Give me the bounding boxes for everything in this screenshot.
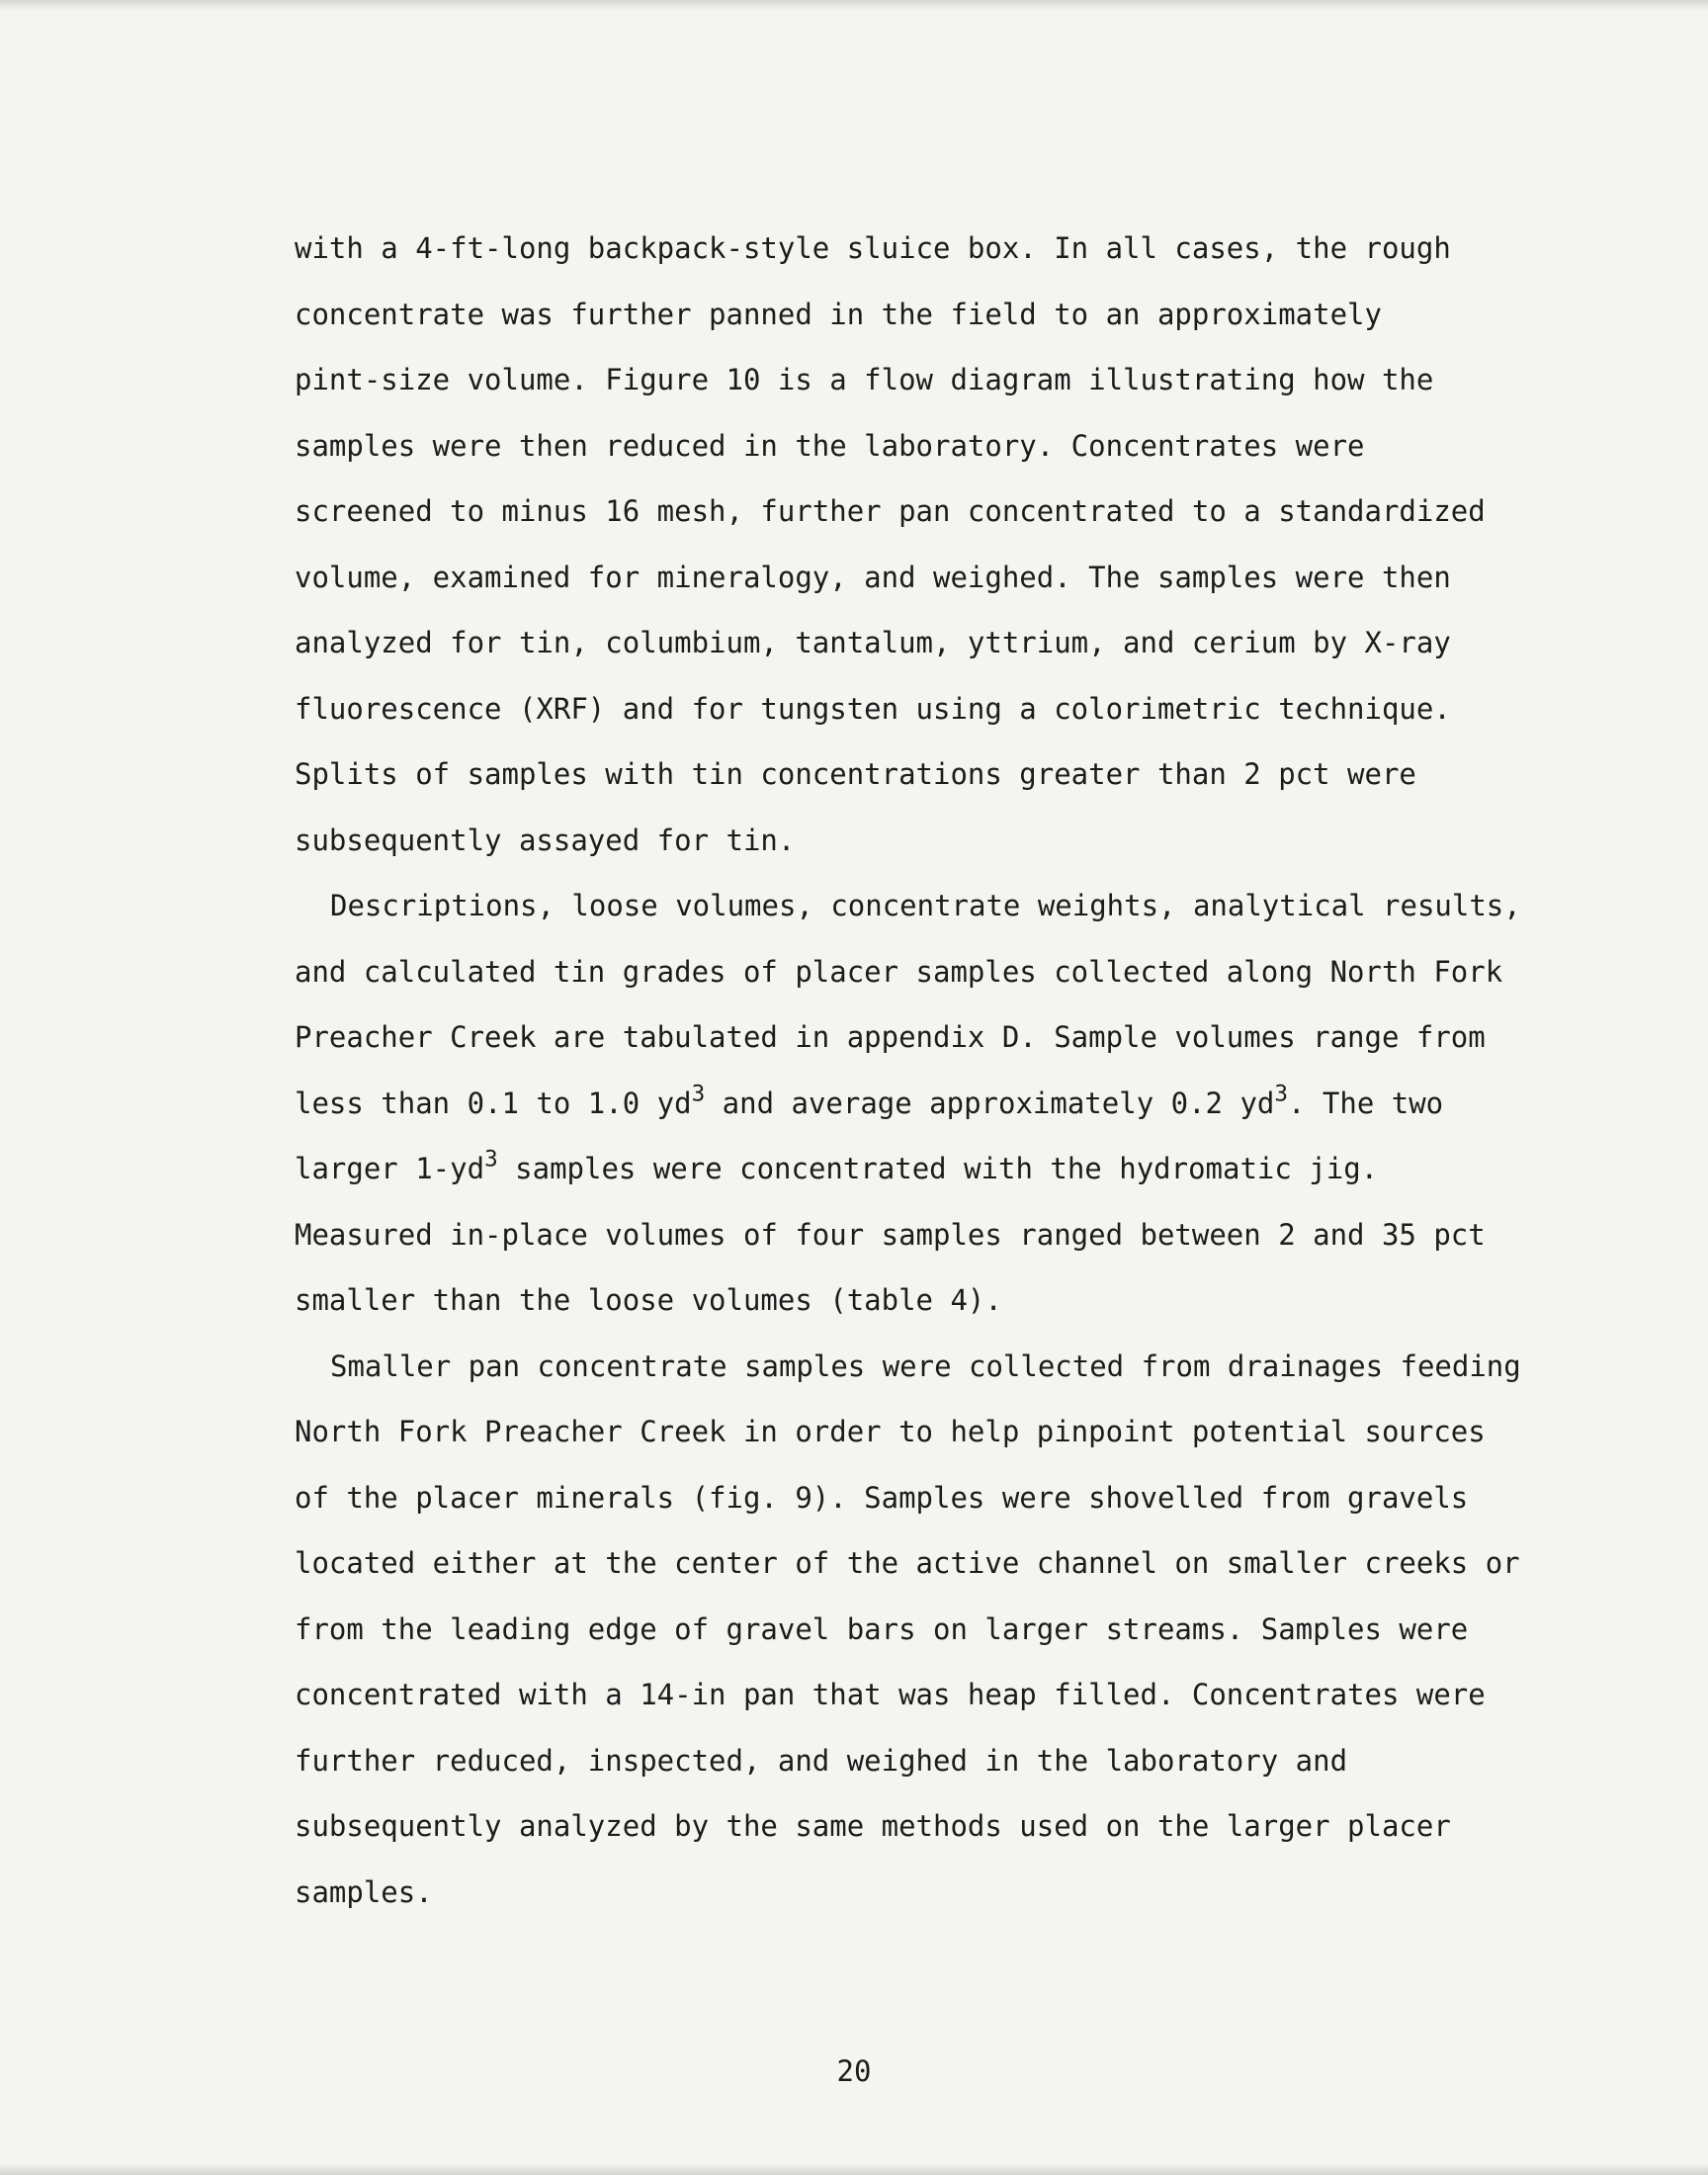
text-segment: and calculated tin grades of placer samples collected along North Fork bbox=[295, 954, 1503, 989]
text-segment: and average approximately 0.2 yd bbox=[705, 1086, 1275, 1120]
superscript: 3 bbox=[1274, 1081, 1288, 1107]
text-segment: samples were concentrated with the hydromatic jig. bbox=[497, 1152, 1379, 1185]
text-line bbox=[295, 478, 1540, 545]
text-line bbox=[295, 1334, 1540, 1400]
text-line bbox=[295, 1004, 1540, 1071]
text-line bbox=[295, 1662, 1540, 1728]
text-line bbox=[295, 1071, 1540, 1137]
text-line bbox=[295, 282, 1540, 348]
text-line bbox=[295, 1530, 1540, 1597]
text-segment: fluorescence (XRF) and for tungsten using a colorimetric technique. bbox=[295, 691, 1451, 726]
scan-edge-bottom bbox=[0, 2163, 1708, 2175]
text-segment: concentrate was further panned in the field to an approximately bbox=[295, 297, 1382, 331]
text-line bbox=[295, 1728, 1540, 1794]
text-line bbox=[295, 347, 1540, 413]
text-line bbox=[295, 216, 1540, 282]
text-line bbox=[295, 545, 1540, 611]
text-segment: samples were then reduced in the laboratory. Concentrates were bbox=[295, 428, 1365, 463]
text-line bbox=[295, 1136, 1540, 1202]
text-line bbox=[295, 808, 1540, 874]
text-segment: further reduced, inspected, and weighed in the laboratory and bbox=[295, 1743, 1348, 1778]
text-segment: samples. bbox=[295, 1874, 433, 1909]
text-line bbox=[295, 1597, 1540, 1663]
text-line bbox=[295, 676, 1540, 742]
page-number: 20 bbox=[836, 2054, 872, 2088]
text-segment: . The two bbox=[1288, 1086, 1444, 1120]
text-segment: Smaller pan concentrate samples were collected from drainages feeding bbox=[330, 1348, 1521, 1383]
text-line bbox=[295, 1399, 1540, 1465]
text-segment: from the leading edge of gravel bars on larger streams. Samples were bbox=[295, 1611, 1469, 1646]
text-line bbox=[295, 413, 1540, 479]
text-segment: volume, examined for mineralogy, and weighed. The samples were then bbox=[295, 560, 1451, 594]
text-segment: located either at the center of the active channel on smaller creeks or bbox=[295, 1546, 1520, 1580]
text-segment: analyzed for tin, columbium, tantalum, yttrium, and cerium by X-ray bbox=[295, 626, 1451, 659]
text-segment: less than 0.1 to 1.0 yd bbox=[295, 1086, 692, 1120]
superscript: 3 bbox=[484, 1146, 498, 1173]
text-line bbox=[295, 741, 1540, 808]
text-line bbox=[295, 1465, 1540, 1531]
text-segment: smaller than the loose volumes (table 4). bbox=[295, 1283, 1002, 1317]
text-segment: with a 4-ft-long backpack-style sluice box. In all cases, the rough bbox=[295, 231, 1451, 265]
text-segment: screened to minus 16 mesh, further pan concentrated to a standardized bbox=[295, 494, 1486, 528]
text-segment: subsequently assayed for tin. bbox=[295, 823, 796, 857]
text-segment: of the placer minerals (fig. 9). Samples were shovelled from gravels bbox=[295, 1480, 1469, 1515]
text-segment: Descriptions, loose volumes, concentrate weights, analytical results, bbox=[330, 889, 1521, 922]
body-text bbox=[295, 216, 1540, 1925]
text-segment: North Fork Preacher Creek in order to help pinpoint potential sources bbox=[295, 1415, 1486, 1448]
text-line bbox=[295, 1860, 1540, 1926]
scan-edge-top bbox=[0, 0, 1708, 10]
text-segment: Measured in-place volumes of four samples ranged between 2 and 35 pct bbox=[295, 1217, 1486, 1252]
text-line bbox=[295, 1793, 1540, 1860]
text-segment: concentrated with a 14-in pan that was heap filled. Concentrates were bbox=[295, 1678, 1486, 1711]
text-segment: larger 1-yd bbox=[295, 1152, 485, 1185]
text-segment: subsequently analyzed by the same methods used on the larger placer bbox=[295, 1809, 1451, 1843]
text-line bbox=[295, 1202, 1540, 1268]
text-line bbox=[295, 939, 1540, 1005]
text-segment: Splits of samples with tin concentrations greater than 2 pct were bbox=[295, 757, 1416, 791]
text-segment: pint-size volume. Figure 10 is a flow diagram illustrating how the bbox=[295, 363, 1434, 396]
text-line bbox=[295, 873, 1540, 939]
text-line bbox=[295, 1267, 1540, 1334]
text-line bbox=[295, 610, 1540, 676]
superscript: 3 bbox=[691, 1081, 706, 1107]
text-segment: Preacher Creek are tabulated in appendix D. Sample volumes range from bbox=[295, 1020, 1486, 1054]
